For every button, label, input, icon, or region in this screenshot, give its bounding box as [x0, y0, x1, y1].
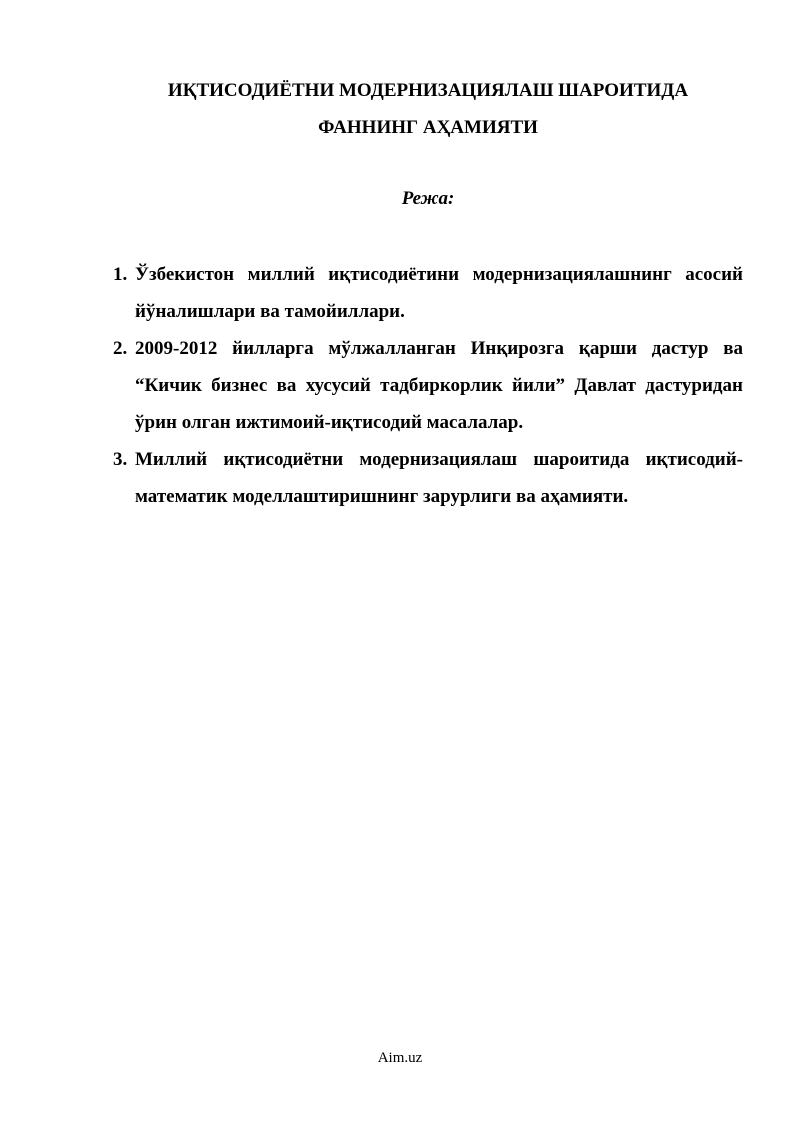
- plan-item-number: 3.: [113, 449, 128, 470]
- plan-item-3: [113, 441, 743, 515]
- document-title: [100, 72, 756, 146]
- plan-heading: Режа:: [401, 188, 455, 209]
- plan-item-number: 2.: [113, 338, 128, 359]
- plan-item-1: [113, 256, 743, 330]
- document-title-line-2: ФАННИНГ АҲАМИЯТИ: [318, 117, 538, 138]
- document-title-line-1: ИҚТИСОДИЁТНИ МОДЕРНИЗАЦИЯЛАШ ШАРОИТИДА: [167, 80, 689, 101]
- plan-item-text: 2009-2012 йилларга мўлжалланган Инқирозга қарши дастур ва “Кичик бизнес ва хусусий тадбиркорлик йили” Давлат дастуридан ўрин олган ижтимоий-иқтисодий масалалар.: [135, 338, 743, 433]
- page-footer: Aim.uz: [377, 1050, 423, 1066]
- plan-list: [113, 256, 743, 515]
- plan-item-text: Миллий иқтисодиётни модернизациялаш шароитида иқтисодий-математик моделлаштиришнинг зарурлиги ва аҳамияти.: [135, 449, 743, 507]
- plan-item-2: [113, 330, 743, 441]
- plan-item-number: 1.: [113, 264, 128, 285]
- plan-item-text: Ўзбекистон миллий иқтисодиётини модернизациялашнинг асосий йўналишлари ва тамойиллари.: [135, 264, 743, 322]
